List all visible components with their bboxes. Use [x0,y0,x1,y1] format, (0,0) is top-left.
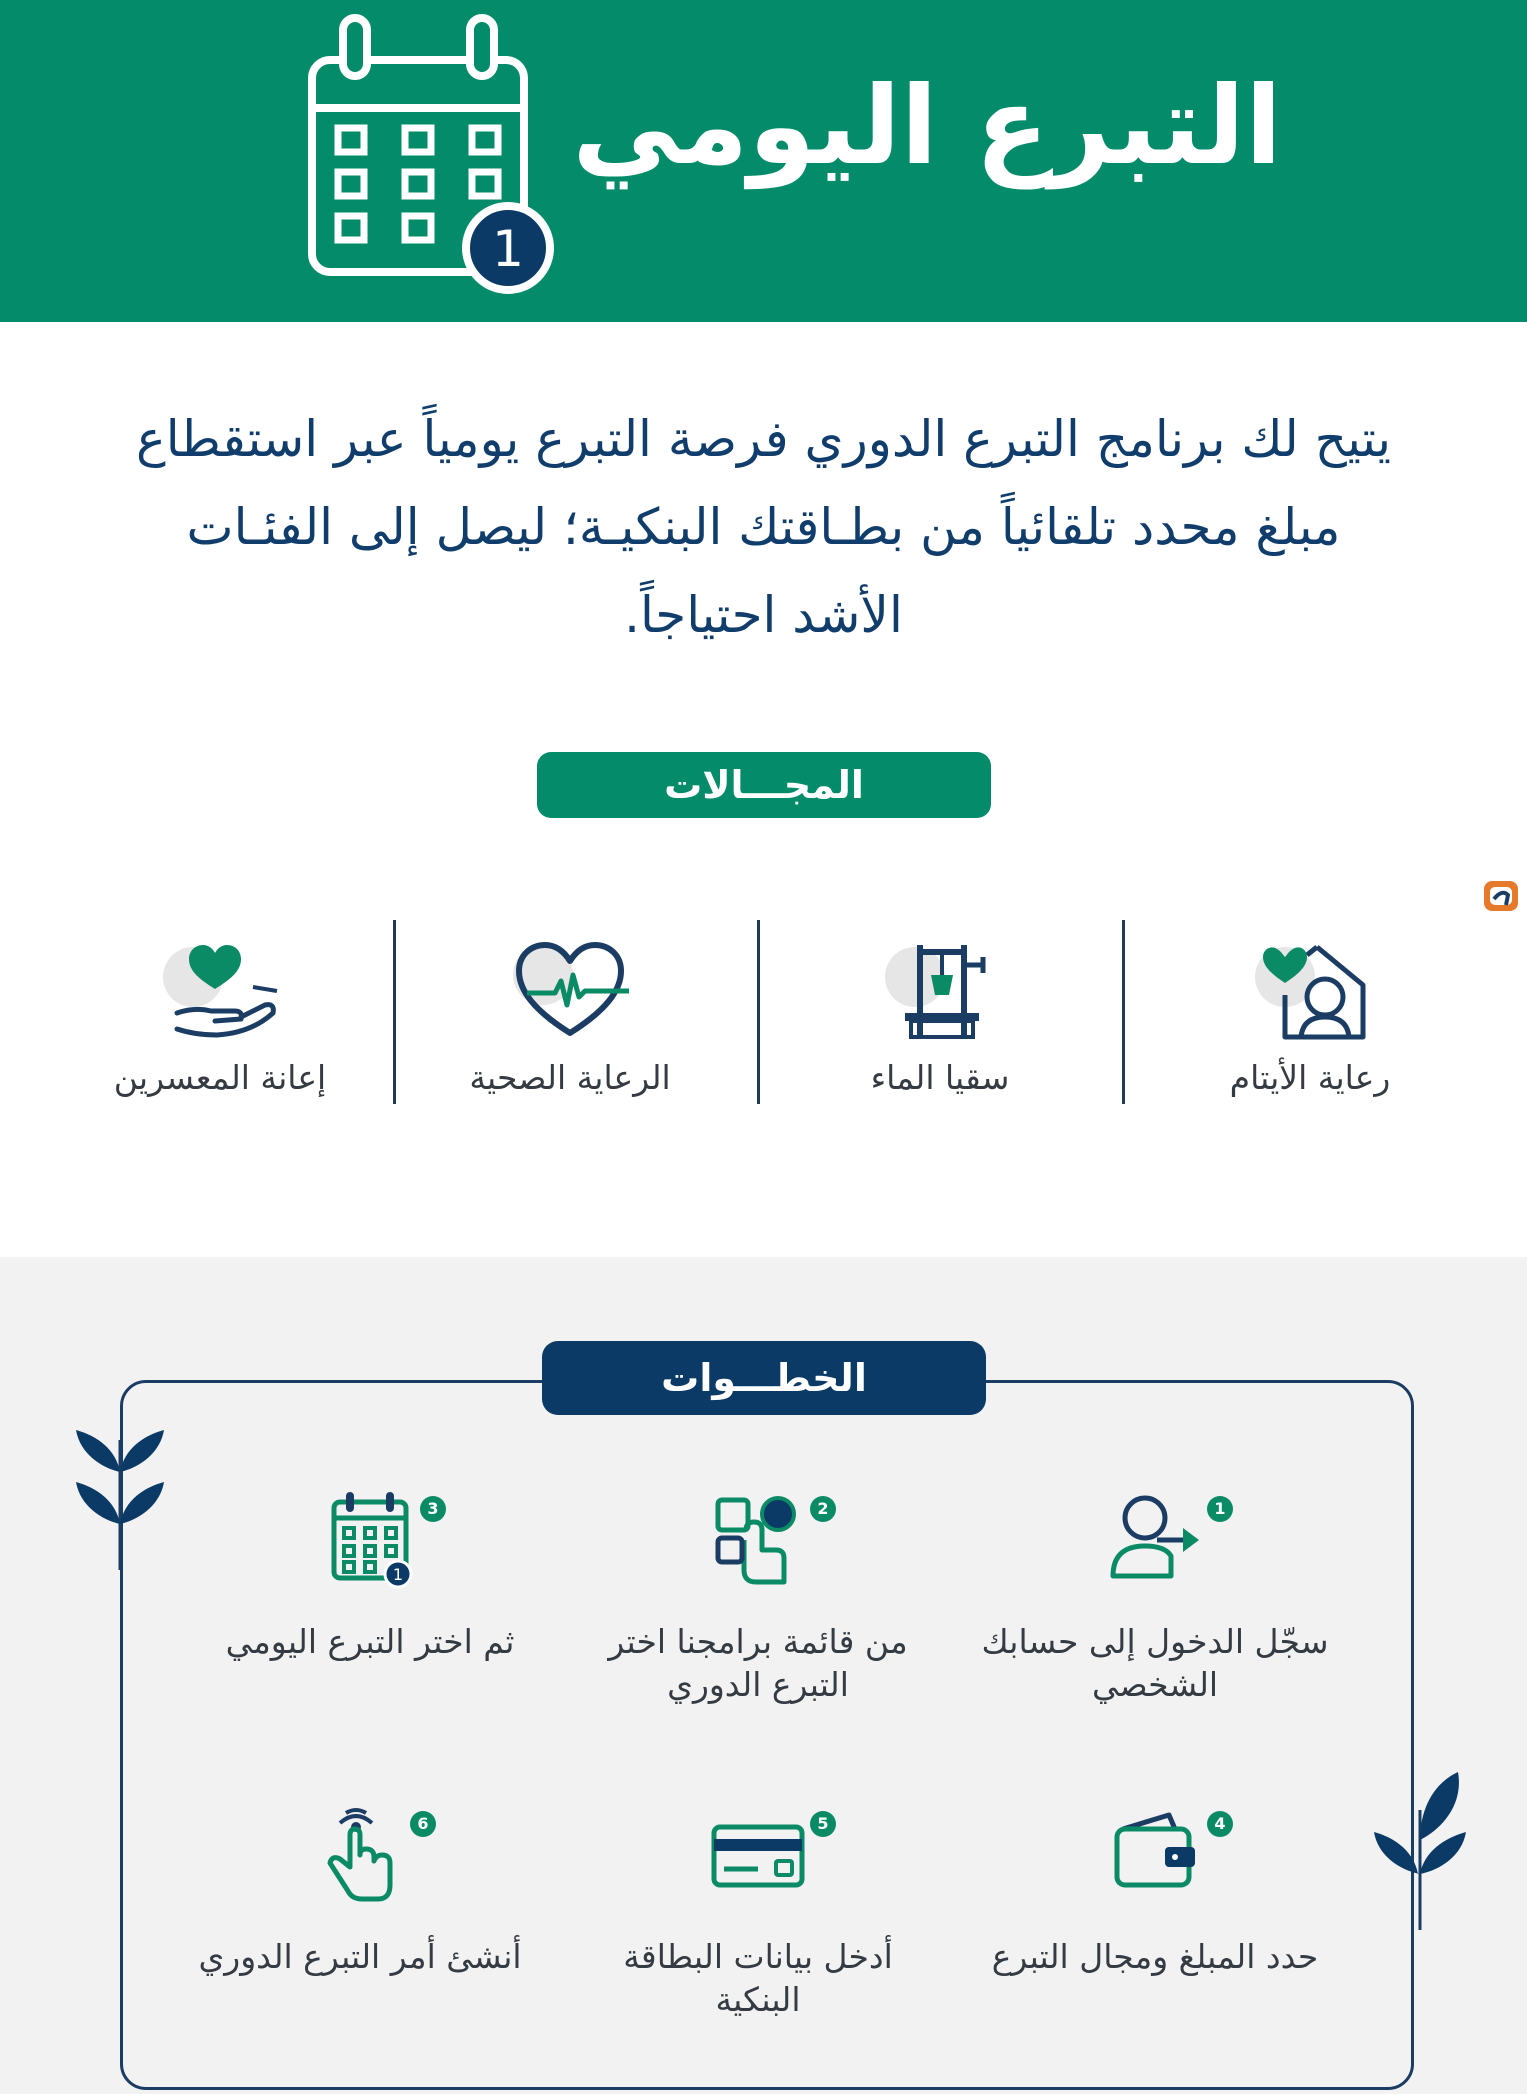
area-health [420,900,720,1120]
brand-logo-icon [1480,875,1522,917]
step-badge: 4 [1207,1811,1233,1837]
user-login-icon [1105,1490,1205,1590]
step-2 [578,1490,938,1706]
area-water-label: سقيا الماء [870,1058,1010,1097]
step-1 [975,1490,1335,1706]
step-6 [180,1805,540,1978]
areas-row [0,900,1527,1120]
orphan-house-icon [1245,935,1375,1045]
area-debtors [70,900,370,1120]
calendar-icon [320,1490,420,1590]
area-water [790,900,1090,1120]
step-badge: 3 [420,1496,446,1522]
step-2-text: من قائمة برامجنا اختر التبرع الدوري [608,1622,908,1704]
areas-heading: المجـــالات [537,752,991,818]
calendar-badge: 1 [492,220,524,278]
step-1-text: سجّل الدخول إلى حسابك الشخصي [981,1622,1329,1704]
step-5 [578,1805,938,2021]
bank-card-icon [708,1805,808,1905]
step-5-text: أدخل بيانات البطاقة البنكية [623,1937,893,2019]
tap-select-icon [708,1490,808,1590]
area-health-label: الرعاية الصحية [469,1058,671,1097]
area-orphan-care-label: رعاية الأيتام [1229,1058,1391,1097]
area-divider [757,920,760,1104]
wallet-icon [1105,1805,1205,1905]
step-badge: 1 [1207,1496,1233,1522]
step-3 [190,1490,550,1663]
area-divider [1122,920,1125,1104]
page-title: التبرع اليومي [572,64,1282,189]
step-6-text: أنشئ أمر التبرع الدوري [198,1937,522,1976]
steps-heading: الخطـــوات [542,1341,986,1415]
step-badge: 6 [410,1811,436,1837]
step-4 [975,1805,1335,1978]
step-3-text: ثم اختر التبرع اليومي [225,1622,515,1661]
area-debtors-label: إعانة المعسرين [113,1058,327,1097]
step-badge: 5 [810,1811,836,1837]
water-well-icon [875,935,1005,1045]
page-header [0,0,1527,322]
area-orphan-care [1160,900,1460,1120]
calendar-badge: 1 [392,1565,404,1584]
heart-hand-icon [155,935,285,1045]
leaf-decoration-icon [72,1420,172,1570]
finger-tap-icon [310,1805,410,1905]
step-badge: 2 [810,1496,836,1522]
intro-text: يتيح لك برنامج التبرع الدوري فرصة التبرع يومياً عبر استقطاع مبلغ محدد تلقائياً من بطـاقتك البنكيـة؛ ليصل إلى الفئـات الأشد احتياجاً. [135,410,1392,644]
step-4-text: حدد المبلغ ومجال التبرع [991,1937,1319,1976]
calendar-icon [300,10,560,300]
area-divider [393,920,396,1104]
heart-pulse-icon [505,935,635,1045]
leaf-decoration-icon [1370,1770,1470,1930]
